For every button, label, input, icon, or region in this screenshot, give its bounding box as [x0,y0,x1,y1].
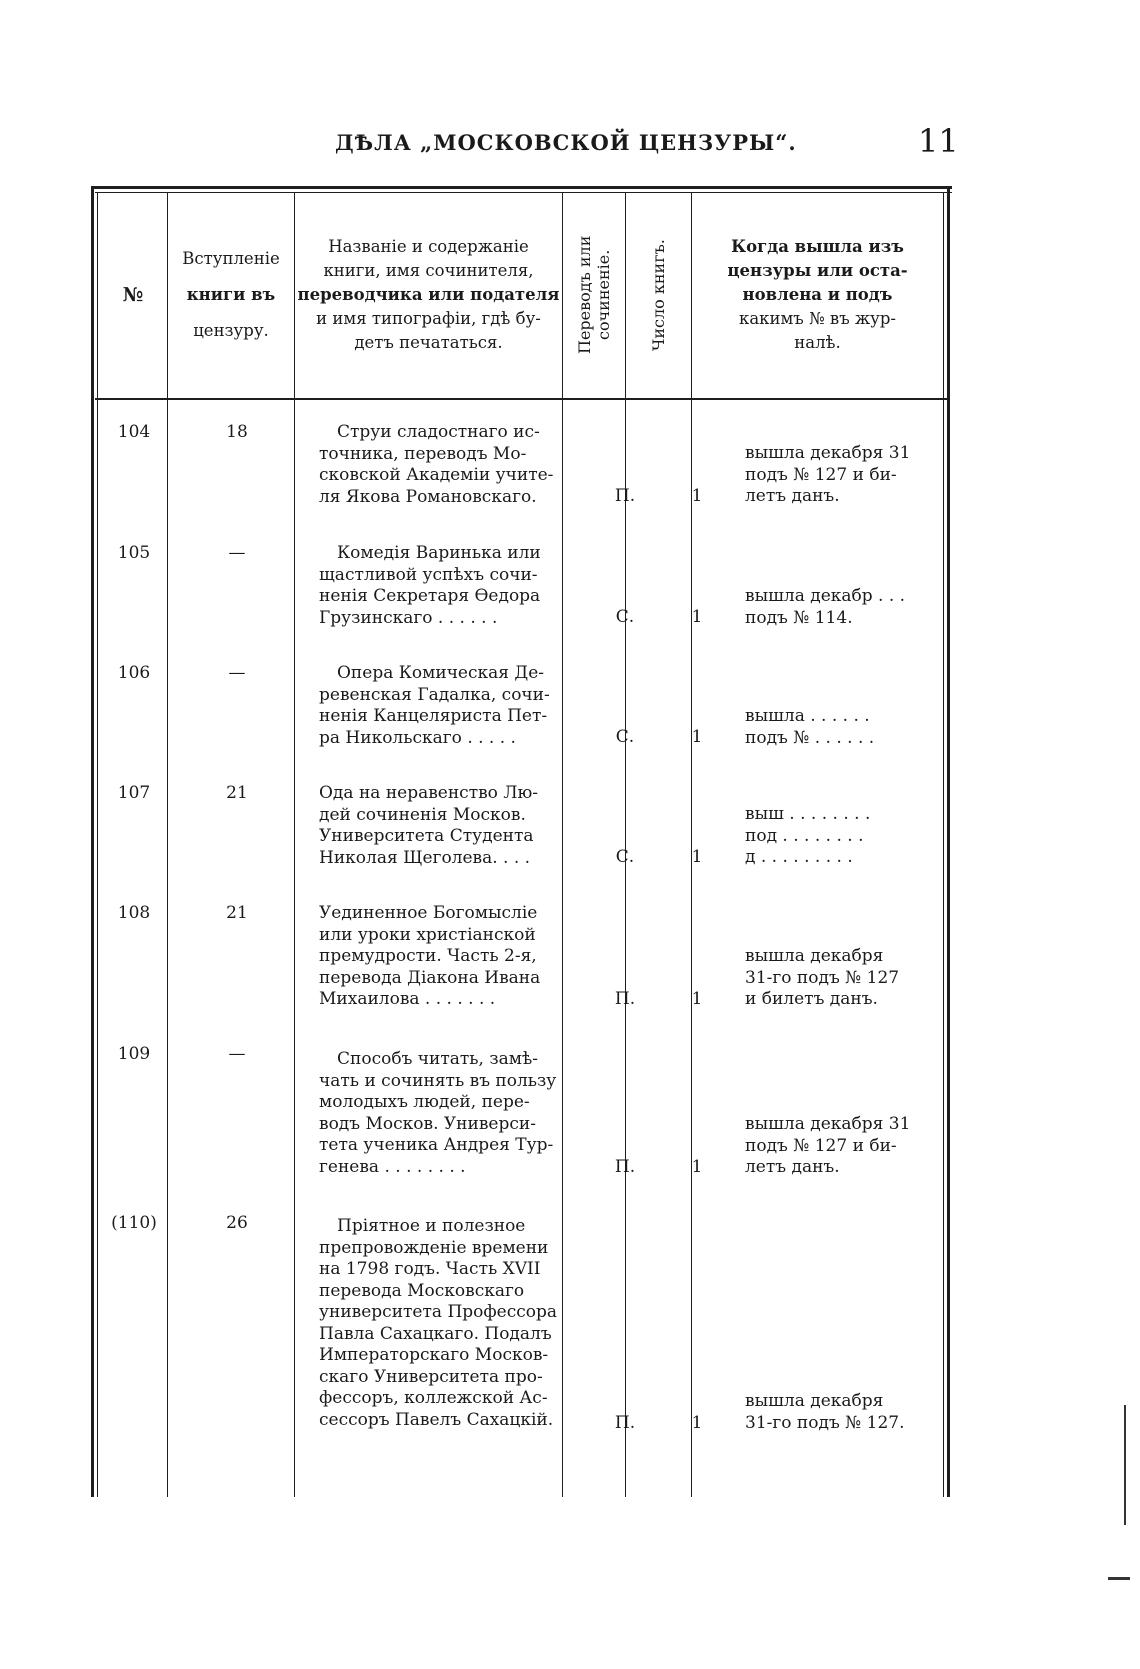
row-result: вышла . . . . . . подъ № . . . . . . [745,706,875,748]
row-count: 1 [691,486,703,506]
row-type: С. [615,847,635,867]
row-type: С. [615,607,635,627]
row-number: 108 [117,903,151,923]
column-header-title [295,190,562,400]
column-header-entry-line: цензуру. [193,321,269,340]
table-top-border [91,186,952,189]
row-type: П. [614,1157,636,1177]
row-type: П. [614,486,636,506]
row-result: вышла декабря 31-го подъ № 127. [745,1391,905,1433]
column-header-entry [168,190,294,400]
row-title: Способъ читать, замѣ- чать и сочинять въ пользу молодыхъ людей, пере- водъ Москов. Универси- тета ученика Андрея Тур- генева . . . . . . . . [319,1049,557,1177]
column-header-result-line: Когда вышла изъ [731,237,904,256]
table-row [95,663,952,773]
table-left-border [91,186,94,1497]
row-type: С. [615,727,635,747]
row-entry: — [228,1044,246,1064]
column-header-number: № [122,284,144,306]
column-header-result-line: цензуры или оста- [727,261,908,280]
column-header-title-line: детъ печататься. [354,333,503,352]
row-result: вышла декабря 31-го подъ № 127 и билетъ данъ. [745,946,900,1009]
column-header-type: Переводъ или сочиненіе. [575,235,613,355]
row-entry: — [228,543,246,563]
column-header-result-line: налѣ. [794,333,841,352]
row-type: П. [614,1413,636,1433]
row-entry: 26 [226,1213,248,1233]
row-result: вышла декабря 31 подъ № 127 и би- летъ данъ. [745,1114,911,1177]
row-number: 106 [117,663,151,683]
row-number: 107 [117,783,151,803]
row-count: 1 [691,727,703,747]
page-header [0,120,1140,170]
row-entry: 21 [226,903,248,923]
column-header-entry-line: Вступленіе [182,249,280,268]
column-header-title-line: книги, имя сочинителя, [323,261,534,280]
row-number: 104 [117,422,151,442]
row-number: 105 [117,543,151,563]
row-title: Струи сладостнаго ис- точника, переводъ Мо- сковской Академіи учите- ля Якова Романовскаго. [319,422,554,507]
table-row [95,1213,952,1443]
row-count: 1 [691,607,703,627]
column-header-title-line: Названіе и содержаніе [328,237,529,256]
running-title: ДѢЛА „МОСКОВСКОЙ ЦЕНЗУРЫ“. [335,130,797,155]
row-count: 1 [691,847,703,867]
row-count: 1 [691,989,703,1009]
scan-mark [1124,1405,1126,1525]
row-number: 109 [117,1044,151,1064]
row-title: Комедія Варинька или щастливой успѣхъ сочи- ненія Секретаря Ѳедора Грузинскаго . . . . . . [319,543,541,628]
row-count: 1 [691,1413,703,1433]
row-result: вышла декабря 31 подъ № 127 и би- летъ данъ. [745,443,911,506]
page-number: 11 [918,122,959,160]
row-title: Опера Комическая Де- ревенская Гадалка, сочи- ненія Канцеляриста Пет- ра Никольскаго . . . . . [319,663,550,748]
row-type: П. [614,989,636,1009]
column-header-result-line: какимъ № въ жур- [739,309,896,328]
row-title: Ода на неравенство Лю- дей сочиненія Москов. Университета Студента Николая Щеголева. . . . [319,783,539,868]
row-title: Пріятное и полезное препровожденіе времени на 1798 годъ. Часть XVII перевода Московскаго университета Профессора Павла Сахацкаго. Подалъ Императорскаго Москов- скаго Университета про- фессоръ, коллежской Ас- сессоръ Павелъ Сахацкій. [319,1216,558,1430]
row-title: Уединенное Богомысліе или уроки христіанской премудрости. Часть 2-я, перевода Діакона Ивана Михаилова . . . . . . . [319,903,541,1009]
table-row [95,543,952,653]
column-header-title-line: и имя типографіи, гдѣ бу- [316,309,541,328]
row-result: вышла декабр . . . подъ № 114. [745,586,906,628]
table-row [95,1044,952,1194]
column-header-entry-line: книги въ [186,285,276,304]
scan-mark [1108,1577,1130,1580]
row-count: 1 [691,1157,703,1177]
table-header [95,190,952,400]
censorship-table [95,190,952,1497]
column-header-title-line: переводчика или подателя [297,285,560,304]
row-entry: 21 [226,783,248,803]
row-entry: — [228,663,246,683]
table-row [95,783,952,893]
row-entry: 18 [226,422,248,442]
column-header-result [692,190,943,400]
table-row [95,422,952,532]
column-header-count: Число книгъ. [649,239,668,351]
row-result: выш . . . . . . . . под . . . . . . . . д . . . . . . . . . [745,804,871,867]
row-number: (110) [111,1213,157,1233]
table-row [95,903,952,1033]
column-header-result-line: новлена и подъ [742,285,893,304]
